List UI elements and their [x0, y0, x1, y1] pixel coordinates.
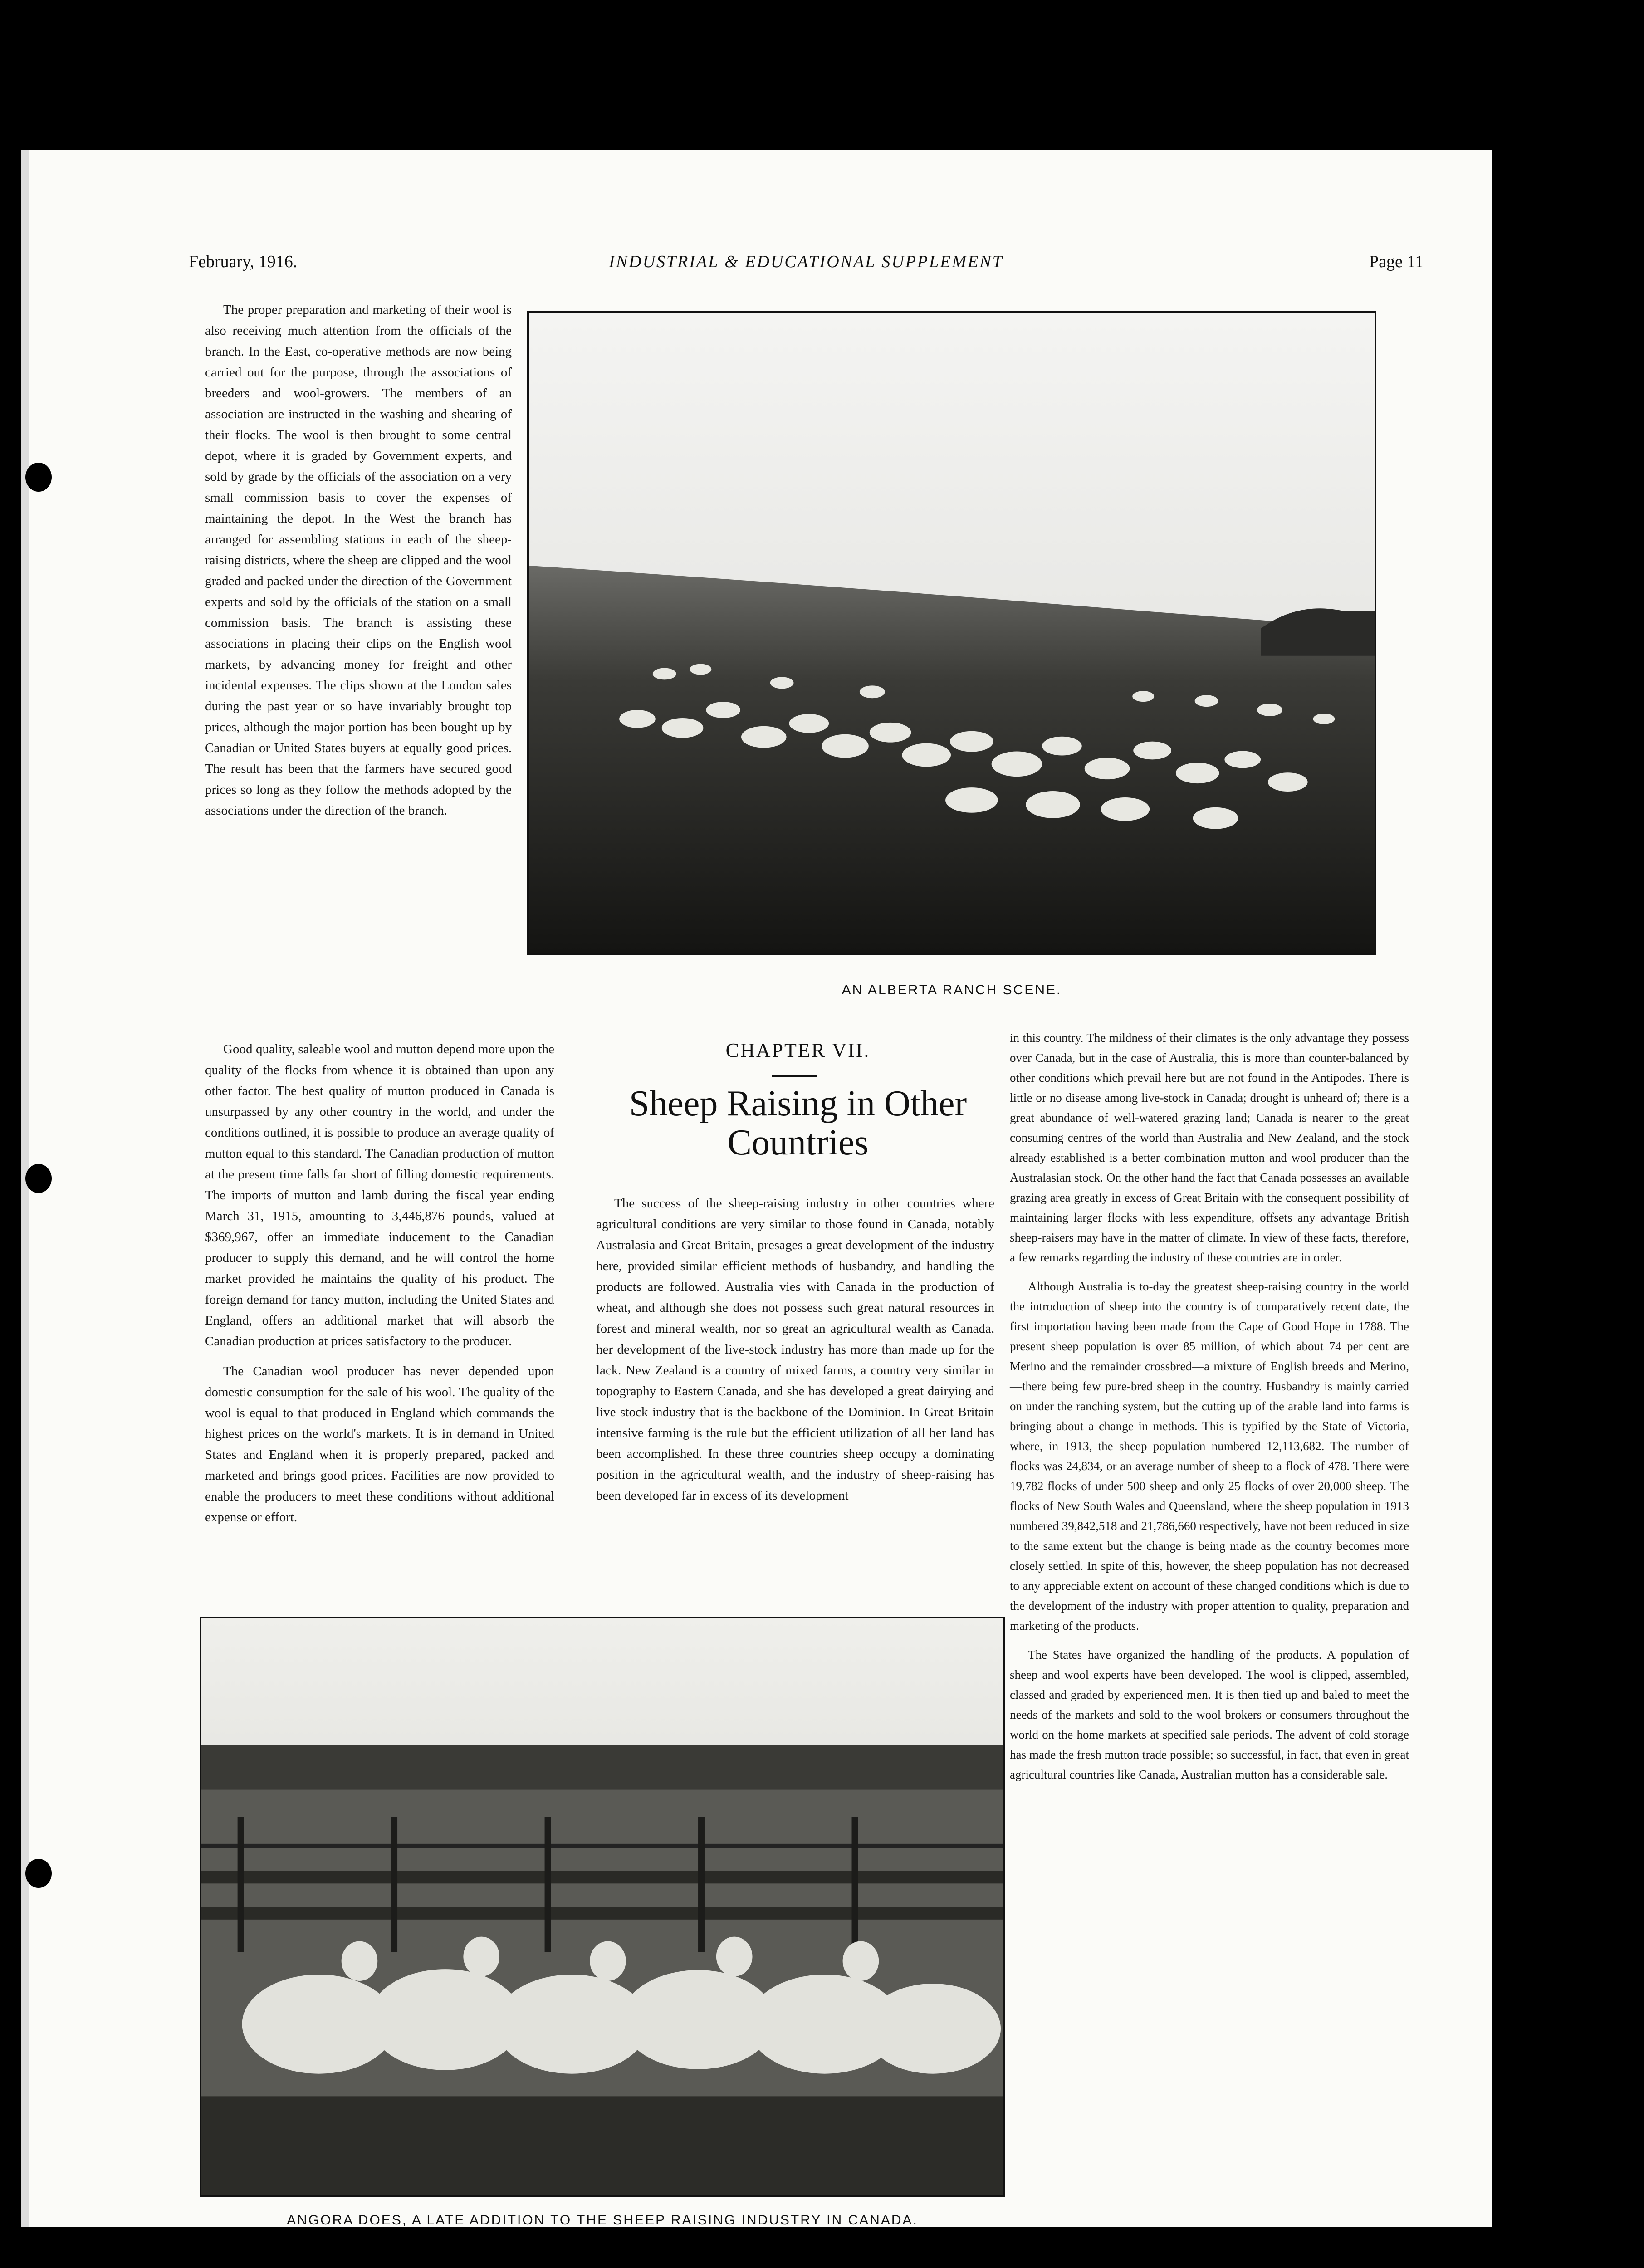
paragraph-wool-marketing: The proper preparation and marketing of their wool is also receiving much attention from the officials of the branch. In the East, co-operative methods are now being carried out for the purpose, through the associations of breeders and wool-growers. The members of an association are instructed in the washing and shearing of their flocks. The wool is then brought to some central depot, where it is graded by Government experts, and sold by grade by the officials of the association on a very small commission basis to cover the expenses of maintaining the depot. In the West the branch has arranged for assembling stations in each of the sheep-raising districts, where the sheep are clipped and the wool graded and packed under the direction of the Government experts and sold by the officials of the station on a small commission basis. The branch is assisting these associations in placing their clips on the English wool markets, by advancing money for freight and other incidental expenses. The clips shown at the London sales during the past year or so have invariably brought top prices, although the major portion has been bought up by Canadian or United States buyers at equally good prices. The result has been that the farmers have secured good prices so long as they follow the methods adopted by the associations under the direction of the branch.: [205, 303, 512, 818]
paragraph-australia: Although Australia is to-day the greatest sheep-raising country in the world the introduction of sheep into the country is of comparatively recent date, the first importation having been made from the Cape of Good Hope in 1788. The present sheep population is over 85 million, of which about 74 per cent are Merino and the remainder crossbred—a mixture of English breeds and Merino,—there being few pure-bred sheep in the country. Husbandry is mainly carried on under the ranching system, but the cutting up of the arable land into farms is bringing about a change in methods. This is typified by the State of Victoria, where, in 1913, the sheep population numbered 12,113,682. The number of flocks was 24,834, or an average number of sheep to a flock of 478. There were 19,782 flocks of under 500 sheep and only 25 flocks of over 20,000 sheep. The flocks of New South Wales and Queensland, where the sheep population in 1913 numbered 39,842,518 and 21,786,660 respectively, have not been reduced in size to the same extent but the change is being made as the country becomes more closely settled. In spite of this, however, the sheep population has not decreased to any appreciable extent on account of these changed conditions which is due to the development of the industry with proper attention to quality, preparation and marketing of the products.: [1010, 1280, 1409, 1633]
left-column-bottom: [205, 1039, 554, 1537]
middle-column: [596, 1193, 994, 1515]
chapter-title: Sheep Raising in Other Countries: [629, 1084, 967, 1163]
magazine-page: [21, 150, 1492, 2227]
paragraph-mutton-quality: Good quality, saleable wool and mutton depend more upon the quality of the flocks from whence it is obtained than upon any other factor. The best quality of mutton produced in Canada is unsurpassed by any other country in the world, and under the conditions outlined, it is possible to produce an average quality of mutton equal to this standard. The Canadian production of mutton at the present time falls far short of filling domestic requirements. The imports of mutton and lamb during the fiscal year ending March 31, 1915, amounting to 3,446,876 pounds, valued at $369,967, offer an immediate inducement to the Canadian producer to supply this demand, and he will control the home market provided he maintains the quality of his product. The foreign demand for fancy mutton, including the United States and England, offers an additional market that will absorb the Canadian production at prices satisfactory to the producer.: [205, 1042, 554, 1349]
issue-date: February, 1916.: [189, 252, 298, 271]
top-photo-caption: AN ALBERTA RANCH SCENE.: [842, 982, 1062, 997]
binder-hole: [25, 1859, 52, 1888]
chapter-label: CHAPTER VII.: [725, 1039, 871, 1061]
right-column: [1010, 1028, 1409, 1794]
paragraph-wool-producer: The Canadian wool producer has never depended upon domestic consumption for the sale of his wool. The quality of the wool is equal to that produced in England which commands the highest prices on the world's markets. It is in demand in United States and England when it is properly prepared, packed and marketed and brings good prices. Facilities are now provided to enable the producers to meet these conditions without additional expense or effort.: [205, 1364, 554, 1525]
running-head: [189, 252, 1424, 274]
publication-title: INDUSTRIAL & EDUCATIONAL SUPPLEMENT: [609, 252, 1003, 271]
alberta-ranch-photo: [527, 311, 1376, 955]
page-edge: [21, 150, 29, 2227]
paragraph-other-countries: The success of the sheep-raising industry in other countries where agricultural conditions are very similar to those found in Canada, notably Australasia and Great Britain, presages a great development of the industry here, provided similar efficient methods of husbandry, and handling the products are followed. Australia vies with Canada in the production of wheat, and although she does not possess such great natural resources in forest and mineral wealth, nor so great an agricultural wealth as Canada, her development of the live-stock industry has more than made up for the lack. New Zealand is a country of mixed farms, a country very similar in topography to Eastern Canada, and she has developed a great dairying and live stock industry that is the backbone of the Dominion. In Great Britain intensive farming is the rule but the efficient utilization of all her land has been accomplished. In these three countries sheep occupy a dominating position in the agricultural wealth, and the industry of sheep-raising has been developed far in excess of its development: [596, 1196, 994, 1503]
paragraph-states-organization: The States have organized the handling of the products. A population of sheep and wool experts have been developed. The wool is clipped, assembled, classed and graded by experienced men. It is then tied up and baled to meet the needs of the markets and sold to the wool brokers or consumers throughout the world on the home markets at specified sale periods. The advent of cold storage has made the fresh mutton trade possible; so successful, in fact, that even in great agricultural countries like Canada, Australian mutton has a considerable sale.: [1010, 1648, 1409, 1781]
angora-scene-image: [201, 1618, 1003, 2195]
binder-hole: [25, 463, 52, 492]
binder-hole: [25, 1164, 52, 1193]
page-number: Page 11: [1369, 252, 1424, 271]
angora-does-photo: [200, 1617, 1005, 2197]
left-column-top: [205, 299, 512, 830]
chapter-divider: [772, 1075, 817, 1077]
ranch-scene-image: [529, 313, 1375, 953]
paragraph-climate: in this country. The mildness of their climates is the only advantage they possess over Canada, but in the case of Australia, this is more than counter-balanced by other conditions which prevail here but are not found in the Antipodes. There is little or no disease among live-stock in Canada; drought is unheard of; there is a great abundance of well-watered grazing land; Canada is nearer to the great consuming centres of the world than Australia and New Zealand, and the stock already established is a better combination mutton and wool producer than the Australasian stock. On the other hand the fact that Canada possesses an available grazing area greatly in excess of Great Britain with the consequent possibility of maintaining larger flocks with less expenditure, offsets any advantage British sheep-raisers may have in the matter of climate. In view of these facts, therefore, a few remarks regarding the industry of these countries are in order.: [1010, 1031, 1409, 1264]
bottom-photo-caption: ANGORA DOES, A LATE ADDITION TO THE SHEEP RAISING INDUSTRY IN CANADA.: [287, 2213, 918, 2228]
